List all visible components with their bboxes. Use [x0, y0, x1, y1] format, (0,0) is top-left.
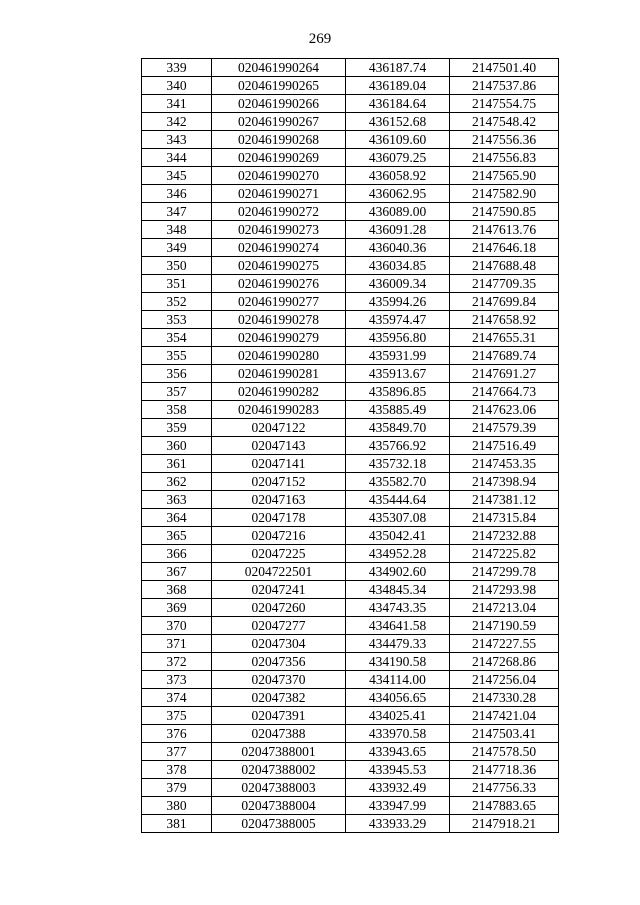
point-id-cell: 0204722501	[212, 563, 346, 581]
y-coordinate-cell: 2147556.83	[450, 149, 559, 167]
coordinates-table-body	[142, 59, 559, 833]
row-index-cell: 369	[142, 599, 212, 617]
row-index-cell: 349	[142, 239, 212, 257]
point-id-cell: 02047152	[212, 473, 346, 491]
x-coordinate-cell: 434190.58	[346, 653, 450, 671]
row-index-cell: 355	[142, 347, 212, 365]
point-id-cell: 02047370	[212, 671, 346, 689]
table-row	[142, 383, 559, 401]
point-id-cell: 02047304	[212, 635, 346, 653]
row-index-cell: 365	[142, 527, 212, 545]
table-row	[142, 491, 559, 509]
point-id-cell: 020461990269	[212, 149, 346, 167]
table-row	[142, 509, 559, 527]
row-index-cell: 356	[142, 365, 212, 383]
table-row	[142, 815, 559, 833]
y-coordinate-cell: 2147256.04	[450, 671, 559, 689]
point-id-cell: 02047225	[212, 545, 346, 563]
row-index-cell: 340	[142, 77, 212, 95]
point-id-cell: 020461990283	[212, 401, 346, 419]
table-row	[142, 329, 559, 347]
y-coordinate-cell: 2147699.84	[450, 293, 559, 311]
x-coordinate-cell: 434114.00	[346, 671, 450, 689]
table-row	[142, 599, 559, 617]
y-coordinate-cell: 2147565.90	[450, 167, 559, 185]
y-coordinate-cell: 2147691.27	[450, 365, 559, 383]
y-coordinate-cell: 2147658.92	[450, 311, 559, 329]
y-coordinate-cell: 2147548.42	[450, 113, 559, 131]
x-coordinate-cell: 433970.58	[346, 725, 450, 743]
point-id-cell: 020461990271	[212, 185, 346, 203]
y-coordinate-cell: 2147918.21	[450, 815, 559, 833]
x-coordinate-cell: 435042.41	[346, 527, 450, 545]
y-coordinate-cell: 2147516.49	[450, 437, 559, 455]
point-id-cell: 020461990280	[212, 347, 346, 365]
x-coordinate-cell: 436184.64	[346, 95, 450, 113]
point-id-cell: 02047277	[212, 617, 346, 635]
row-index-cell: 351	[142, 275, 212, 293]
table-row	[142, 401, 559, 419]
point-id-cell: 020461990276	[212, 275, 346, 293]
row-index-cell: 376	[142, 725, 212, 743]
y-coordinate-cell: 2147709.35	[450, 275, 559, 293]
y-coordinate-cell: 2147883.65	[450, 797, 559, 815]
x-coordinate-cell: 433945.53	[346, 761, 450, 779]
point-id-cell: 020461990279	[212, 329, 346, 347]
y-coordinate-cell: 2147718.36	[450, 761, 559, 779]
table-row	[142, 437, 559, 455]
y-coordinate-cell: 2147190.59	[450, 617, 559, 635]
row-index-cell: 380	[142, 797, 212, 815]
row-index-cell: 360	[142, 437, 212, 455]
row-index-cell: 359	[142, 419, 212, 437]
y-coordinate-cell: 2147225.82	[450, 545, 559, 563]
row-index-cell: 341	[142, 95, 212, 113]
y-coordinate-cell: 2147381.12	[450, 491, 559, 509]
row-index-cell: 339	[142, 59, 212, 77]
x-coordinate-cell: 435913.67	[346, 365, 450, 383]
row-index-cell: 375	[142, 707, 212, 725]
y-coordinate-cell: 2147232.88	[450, 527, 559, 545]
table-row	[142, 275, 559, 293]
point-id-cell: 02047388005	[212, 815, 346, 833]
y-coordinate-cell: 2147299.78	[450, 563, 559, 581]
point-id-cell: 02047260	[212, 599, 346, 617]
point-id-cell: 020461990282	[212, 383, 346, 401]
row-index-cell: 367	[142, 563, 212, 581]
table-row	[142, 617, 559, 635]
row-index-cell: 344	[142, 149, 212, 167]
table-row	[142, 239, 559, 257]
point-id-cell: 02047163	[212, 491, 346, 509]
point-id-cell: 02047388002	[212, 761, 346, 779]
row-index-cell: 353	[142, 311, 212, 329]
table-row	[142, 653, 559, 671]
y-coordinate-cell: 2147664.73	[450, 383, 559, 401]
table-row	[142, 527, 559, 545]
x-coordinate-cell: 435974.47	[346, 311, 450, 329]
point-id-cell: 020461990265	[212, 77, 346, 95]
point-id-cell: 02047178	[212, 509, 346, 527]
x-coordinate-cell: 436091.28	[346, 221, 450, 239]
row-index-cell: 358	[142, 401, 212, 419]
x-coordinate-cell: 435849.70	[346, 419, 450, 437]
x-coordinate-cell: 436034.85	[346, 257, 450, 275]
y-coordinate-cell: 2147578.50	[450, 743, 559, 761]
point-id-cell: 020461990267	[212, 113, 346, 131]
row-index-cell: 366	[142, 545, 212, 563]
x-coordinate-cell: 436152.68	[346, 113, 450, 131]
y-coordinate-cell: 2147330.28	[450, 689, 559, 707]
table-row	[142, 725, 559, 743]
point-id-cell: 02047382	[212, 689, 346, 707]
x-coordinate-cell: 436040.36	[346, 239, 450, 257]
row-index-cell: 381	[142, 815, 212, 833]
table-row	[142, 221, 559, 239]
row-index-cell: 357	[142, 383, 212, 401]
x-coordinate-cell: 434845.34	[346, 581, 450, 599]
row-index-cell: 362	[142, 473, 212, 491]
coordinates-table	[141, 58, 559, 833]
row-index-cell: 379	[142, 779, 212, 797]
x-coordinate-cell: 436189.04	[346, 77, 450, 95]
x-coordinate-cell: 435994.26	[346, 293, 450, 311]
x-coordinate-cell: 436009.34	[346, 275, 450, 293]
y-coordinate-cell: 2147453.35	[450, 455, 559, 473]
table-row	[142, 257, 559, 275]
x-coordinate-cell: 436089.00	[346, 203, 450, 221]
y-coordinate-cell: 2147537.86	[450, 77, 559, 95]
x-coordinate-cell: 435582.70	[346, 473, 450, 491]
row-index-cell: 363	[142, 491, 212, 509]
table-row	[142, 761, 559, 779]
row-index-cell: 347	[142, 203, 212, 221]
y-coordinate-cell: 2147556.36	[450, 131, 559, 149]
point-id-cell: 02047216	[212, 527, 346, 545]
point-id-cell: 020461990281	[212, 365, 346, 383]
table-row	[142, 365, 559, 383]
x-coordinate-cell: 435931.99	[346, 347, 450, 365]
y-coordinate-cell: 2147613.76	[450, 221, 559, 239]
y-coordinate-cell: 2147689.74	[450, 347, 559, 365]
table-row	[142, 635, 559, 653]
row-index-cell: 361	[142, 455, 212, 473]
point-id-cell: 020461990268	[212, 131, 346, 149]
table-row	[142, 113, 559, 131]
y-coordinate-cell: 2147655.31	[450, 329, 559, 347]
x-coordinate-cell: 436058.92	[346, 167, 450, 185]
row-index-cell: 372	[142, 653, 212, 671]
table-row	[142, 59, 559, 77]
point-id-cell: 020461990275	[212, 257, 346, 275]
x-coordinate-cell: 436062.95	[346, 185, 450, 203]
table-row	[142, 167, 559, 185]
y-coordinate-cell: 2147213.04	[450, 599, 559, 617]
table-row	[142, 455, 559, 473]
row-index-cell: 377	[142, 743, 212, 761]
row-index-cell: 371	[142, 635, 212, 653]
table-row	[142, 671, 559, 689]
x-coordinate-cell: 436187.74	[346, 59, 450, 77]
row-index-cell: 346	[142, 185, 212, 203]
table-row	[142, 545, 559, 563]
y-coordinate-cell: 2147293.98	[450, 581, 559, 599]
table-row	[142, 797, 559, 815]
point-id-cell: 02047241	[212, 581, 346, 599]
row-index-cell: 352	[142, 293, 212, 311]
table-row	[142, 311, 559, 329]
table-row	[142, 293, 559, 311]
y-coordinate-cell: 2147590.85	[450, 203, 559, 221]
y-coordinate-cell: 2147227.55	[450, 635, 559, 653]
point-id-cell: 020461990274	[212, 239, 346, 257]
x-coordinate-cell: 434952.28	[346, 545, 450, 563]
y-coordinate-cell: 2147501.40	[450, 59, 559, 77]
table-row	[142, 581, 559, 599]
row-index-cell: 374	[142, 689, 212, 707]
x-coordinate-cell: 434056.65	[346, 689, 450, 707]
y-coordinate-cell: 2147579.39	[450, 419, 559, 437]
x-coordinate-cell: 435444.64	[346, 491, 450, 509]
row-index-cell: 364	[142, 509, 212, 527]
table-row	[142, 473, 559, 491]
x-coordinate-cell: 435885.49	[346, 401, 450, 419]
x-coordinate-cell: 433943.65	[346, 743, 450, 761]
table-row	[142, 689, 559, 707]
row-index-cell: 354	[142, 329, 212, 347]
table-row	[142, 743, 559, 761]
table-row	[142, 347, 559, 365]
y-coordinate-cell: 2147623.06	[450, 401, 559, 419]
table-row	[142, 563, 559, 581]
x-coordinate-cell: 434479.33	[346, 635, 450, 653]
x-coordinate-cell: 435307.08	[346, 509, 450, 527]
point-id-cell: 020461990270	[212, 167, 346, 185]
point-id-cell: 02047388001	[212, 743, 346, 761]
point-id-cell: 02047388003	[212, 779, 346, 797]
x-coordinate-cell: 435766.92	[346, 437, 450, 455]
point-id-cell: 02047122	[212, 419, 346, 437]
y-coordinate-cell: 2147688.48	[450, 257, 559, 275]
page-number: 269	[308, 31, 332, 47]
table-row	[142, 707, 559, 725]
point-id-cell: 02047141	[212, 455, 346, 473]
table-row	[142, 185, 559, 203]
x-coordinate-cell: 434902.60	[346, 563, 450, 581]
point-id-cell: 020461990273	[212, 221, 346, 239]
row-index-cell: 378	[142, 761, 212, 779]
point-id-cell: 02047391	[212, 707, 346, 725]
point-id-cell: 02047388	[212, 725, 346, 743]
point-id-cell: 02047388004	[212, 797, 346, 815]
table-row	[142, 131, 559, 149]
y-coordinate-cell: 2147315.84	[450, 509, 559, 527]
table-row	[142, 149, 559, 167]
y-coordinate-cell: 2147582.90	[450, 185, 559, 203]
x-coordinate-cell: 434743.35	[346, 599, 450, 617]
x-coordinate-cell: 435732.18	[346, 455, 450, 473]
x-coordinate-cell: 433933.29	[346, 815, 450, 833]
row-index-cell: 345	[142, 167, 212, 185]
y-coordinate-cell: 2147503.41	[450, 725, 559, 743]
row-index-cell: 373	[142, 671, 212, 689]
x-coordinate-cell: 436079.25	[346, 149, 450, 167]
point-id-cell: 020461990264	[212, 59, 346, 77]
point-id-cell: 02047143	[212, 437, 346, 455]
x-coordinate-cell: 434641.58	[346, 617, 450, 635]
point-id-cell: 02047356	[212, 653, 346, 671]
row-index-cell: 368	[142, 581, 212, 599]
point-id-cell: 020461990266	[212, 95, 346, 113]
point-id-cell: 020461990278	[212, 311, 346, 329]
table-row	[142, 779, 559, 797]
table-row	[142, 419, 559, 437]
x-coordinate-cell: 436109.60	[346, 131, 450, 149]
table-row	[142, 203, 559, 221]
table-row	[142, 77, 559, 95]
table-row	[142, 95, 559, 113]
y-coordinate-cell: 2147268.86	[450, 653, 559, 671]
x-coordinate-cell: 433932.49	[346, 779, 450, 797]
y-coordinate-cell: 2147756.33	[450, 779, 559, 797]
x-coordinate-cell: 435956.80	[346, 329, 450, 347]
x-coordinate-cell: 435896.85	[346, 383, 450, 401]
row-index-cell: 343	[142, 131, 212, 149]
y-coordinate-cell: 2147398.94	[450, 473, 559, 491]
point-id-cell: 020461990272	[212, 203, 346, 221]
y-coordinate-cell: 2147646.18	[450, 239, 559, 257]
row-index-cell: 348	[142, 221, 212, 239]
row-index-cell: 370	[142, 617, 212, 635]
y-coordinate-cell: 2147421.04	[450, 707, 559, 725]
point-id-cell: 020461990277	[212, 293, 346, 311]
x-coordinate-cell: 434025.41	[346, 707, 450, 725]
x-coordinate-cell: 433947.99	[346, 797, 450, 815]
row-index-cell: 342	[142, 113, 212, 131]
row-index-cell: 350	[142, 257, 212, 275]
y-coordinate-cell: 2147554.75	[450, 95, 559, 113]
